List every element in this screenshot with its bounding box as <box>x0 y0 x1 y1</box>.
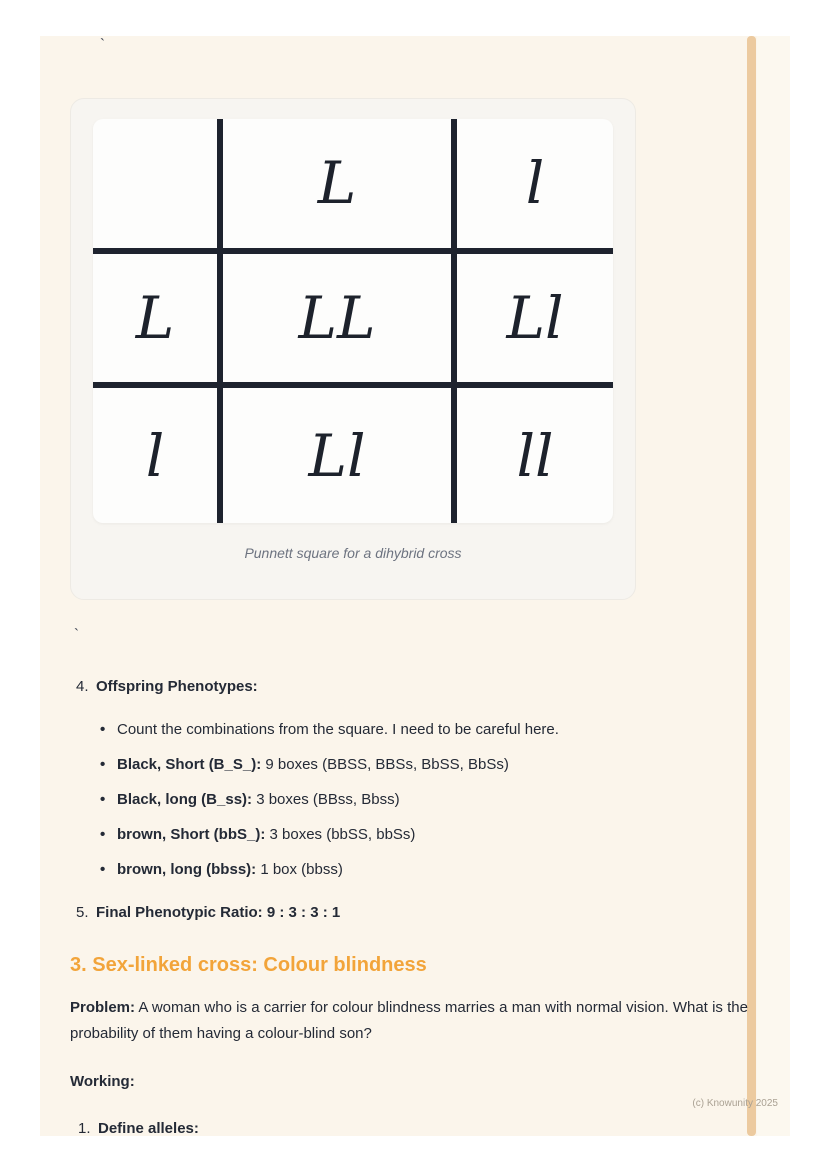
list-item-1 <box>70 1118 748 1139</box>
copyright-watermark: (c) Knowunity 2025 <box>692 1098 778 1109</box>
punnett-col-header-2: l <box>457 119 613 254</box>
punnett-cell-1-2: Ll <box>457 254 613 389</box>
list-item-1-title: Define alleles: <box>98 1120 199 1137</box>
punnett-caption: Punnett square for a dihybrid cross <box>244 545 462 561</box>
punnett-cell-1-1: LL <box>223 254 457 389</box>
bullet-icon: • <box>100 826 106 843</box>
list-item-4-title: Offspring Phenotypes: <box>96 678 258 695</box>
bullet-text: Count the combinations from the square. I need to be careful here. <box>117 721 559 738</box>
punnett-square-panel <box>93 119 613 523</box>
problem-paragraph <box>70 995 748 1047</box>
bullet-icon: • <box>100 791 106 808</box>
list-item <box>100 859 748 880</box>
phenotype-bullet-list <box>70 719 748 880</box>
bullet-text: Black, long (B_ss): 3 boxes (BBss, Bbss) <box>117 791 400 808</box>
punnett-col-header-1: L <box>223 119 457 254</box>
bullet-text: brown, Short (bbS_): 3 boxes (bbSS, bbSs) <box>117 826 416 843</box>
list-item <box>100 719 748 740</box>
stray-backtick-top: ` <box>100 36 105 53</box>
punnett-cell-empty <box>93 119 223 254</box>
punnett-row-header-1: L <box>93 254 223 389</box>
bullet-icon: • <box>100 721 106 738</box>
punnett-row-header-2: l <box>93 388 223 523</box>
bullet-icon: • <box>100 756 106 773</box>
bullet-icon: • <box>100 861 106 878</box>
scrollbar-track <box>757 36 790 1136</box>
punnett-cell-2-2: ll <box>516 421 554 490</box>
list-item <box>100 789 748 810</box>
bullet-text: brown, long (bbss): 1 box (bbss) <box>117 861 343 878</box>
notes-page <box>40 36 790 1136</box>
scrollbar-thumb[interactable] <box>747 36 756 1136</box>
list-item-1-number: 1. <box>78 1120 91 1137</box>
problem-label: Problem: <box>70 999 136 1016</box>
stray-backtick-bottom: ` <box>74 626 79 643</box>
list-item-4 <box>70 676 748 697</box>
punnett-grid <box>93 119 613 523</box>
list-item-4-number: 4. <box>76 678 89 695</box>
punnett-cell-2-1: Ll <box>223 388 457 523</box>
bullet-text: Black, Short (B_S_): 9 boxes (BBSS, BBSs, BbSS, BbSs) <box>117 756 509 773</box>
punnett-square-card <box>70 98 636 600</box>
section-heading: 3. Sex-linked cross: Colour blindness <box>70 954 427 976</box>
working-label: Working: <box>70 1073 135 1090</box>
problem-text: A woman who is a carrier for colour blindness marries a man with normal vision. What is the probability of them having a colour-blind son? <box>70 999 748 1042</box>
notes-content <box>70 676 748 1139</box>
list-item-5-title: Final Phenotypic Ratio: 9 : 3 : 3 : 1 <box>96 904 341 921</box>
list-item <box>100 754 748 775</box>
list-item-5 <box>70 902 748 923</box>
list-item-5-number: 5. <box>76 904 89 921</box>
list-item <box>100 824 748 845</box>
